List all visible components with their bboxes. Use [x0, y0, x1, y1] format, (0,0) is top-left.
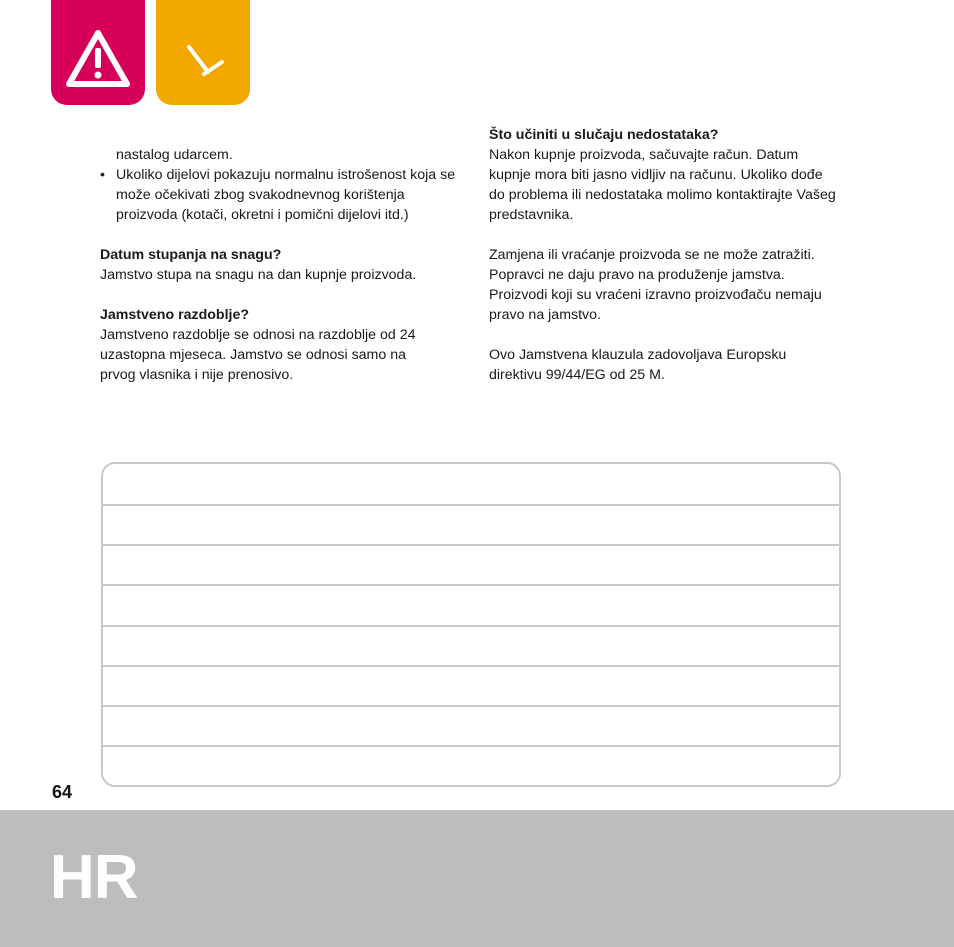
warranty-period-heading: Jamstveno razdoblje? — [100, 307, 250, 323]
bullet-text: Ukoliko dijelovi pokazuju normalnu istrošenost koja se može očekivati zbog svakodnevnog korištenja proizvoda (kotači, okretni i pomični dijelovi itd.) — [116, 167, 456, 223]
warning-triangle-icon — [51, 0, 145, 105]
note-line — [103, 625, 839, 627]
page-number: 64 — [52, 782, 73, 802]
warranty-period-text: Jamstveno razdoblje se odnosi na razdoblje od 24 uzastopna mjeseca. Jamstvo se odnosi samo na prvog vlasnika i nije prenosivo. — [100, 327, 416, 383]
effective-date-heading: Datum stupanja na snagu? — [100, 247, 282, 263]
note-line — [103, 745, 839, 747]
note-line — [103, 504, 839, 506]
note-line — [103, 705, 839, 707]
notes-box — [101, 462, 841, 787]
bullet-item — [100, 165, 460, 225]
language-code: HR — [50, 843, 138, 912]
replacement-text: Zamjena ili vraćanje proizvoda se ne može zatražiti. Popravci ne daju pravo na produženje jamstva. Proizvodi koji su vraćeni izravno proizvođaču nemaju pravo na jamstvo. — [489, 247, 822, 323]
left-text-column — [100, 145, 460, 385]
defects-heading: Što učiniti u slučaju nedostataka? — [489, 127, 719, 143]
note-line — [103, 544, 839, 546]
note-line — [103, 584, 839, 586]
footer-band — [0, 810, 954, 947]
effective-date-text: Jamstvo stupa na snagu na dan kupnje proizvoda. — [100, 267, 417, 283]
tools-icon — [156, 0, 250, 105]
note-line — [103, 665, 839, 667]
right-text-column — [489, 125, 849, 385]
intro-text: nastalog udarcem. — [116, 147, 233, 163]
defects-text: Nakon kupnje proizvoda, sačuvajte račun. Datum kupnje mora biti jasno vidljiv na računu. Ukoliko dođe do problema ili nedostataka molimo kontaktirajte Vašeg predstavnika. — [489, 147, 836, 223]
warning-tab — [51, 0, 145, 105]
directive-text: Ovo Jamstvena klauzula zadovoljava Europsku direktivu 99/44/EG od 25 M. — [489, 347, 787, 383]
bullet-symbol: • — [100, 167, 105, 183]
tools-tab — [156, 0, 250, 105]
